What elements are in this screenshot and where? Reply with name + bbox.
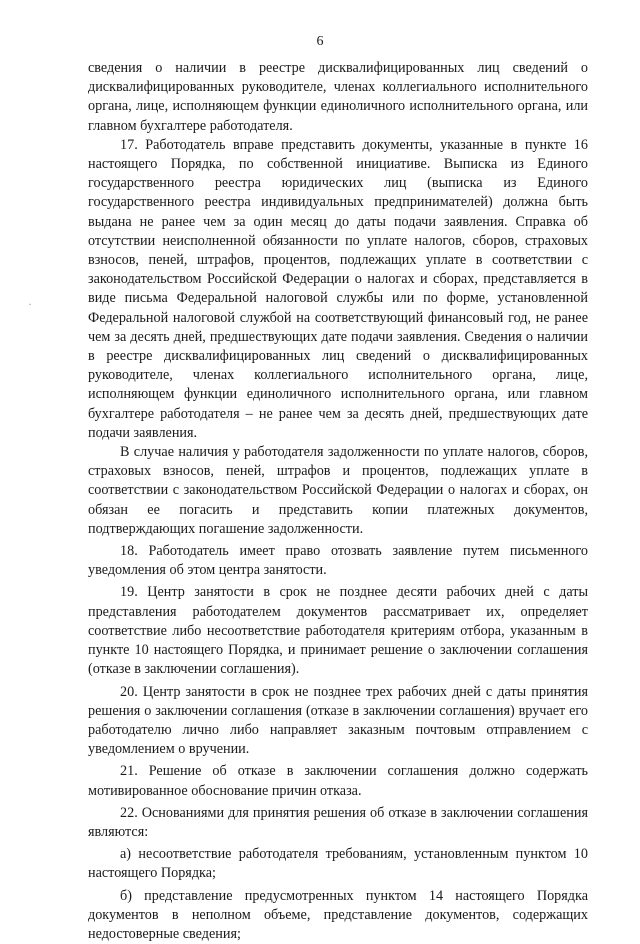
paragraph-20: 20. Центр занятости в срок не позднее трех рабочих дней с даты принятия решения о заключении соглашения (отказе в заключении соглашения) вручает его работодателю лично либо направляет заказным почтовым отправлением с уведомлением о вручении.: [88, 683, 588, 758]
list-item-b: б) представление предусмотренных пунктом 14 настоящего Порядка документов в неполном объеме, представление документов, содержащих недостоверные сведения;: [88, 887, 588, 942]
paragraph-18: 18. Работодатель имеет право отозвать заявление путем письменного уведомления об этом центра занятости.: [88, 543, 588, 579]
paragraph-continuation: сведения о наличии в реестре дисквалифицированных лиц сведений о дисквалифицированных руководителе, членах коллегиального исполнительного органа, лице, исполняющем функции единоличного исполнительного органа, или главном бухгалтере работодателя.: [88, 60, 588, 134]
paragraph-17: 17. Работодатель вправе представить документы, указанные в пункте 16 настоящего Порядка, по собственной инициативе. Выписка из Единого государственного реестра юридических лиц (выписка из Единого государственного реестра индивидуальных предпринимателей) должна быть выдана не ранее чем за один месяц до даты подачи заявления. Справка об отсутствии неисполненной обязанности по уплате налогов, сборов, страховых взносов, пеней, штрафов, процентов, подлежащих уплате в соответствии с законодательством Российской Федерации о налогах и сборах, представляется в виде письма Федеральной налоговой службы или по форме, установленной Федеральной налоговой службой на соответствующий финансовый год, не ранее чем за десять дней, предшествующих дате подачи заявления. Сведения о наличии в реестре дисквалифицированных лиц сведений о дисквалифицированных руководителе, членах коллегиального исполнительного органа, лице, исполняющем функции единоличного исполнительного органа, или главном бухгалтере работодателя – не ранее чем за десять дней, предшествующих дате подачи заявления.: [88, 136, 588, 441]
paragraph-19: 19. Центр занятости в срок не позднее десяти рабочих дней с даты представления работодателем документов рассматривает их, определяет соответствие либо несоответствие работодателя критериям отбора, указанным в пункте 10 настоящего Порядка, и принимает решение о заключении соглашения (отказе в заключении соглашения).: [88, 584, 588, 678]
page-number: 6: [316, 34, 324, 49]
paragraph-debt: В случае наличия у работодателя задолженности по уплате налогов, сборов, страховых взносов, пеней, штрафов и процентов, подлежащих уплате в соответствии с законодательством Российской Федерации о налогах и сборах, он обязан ее погасить и представить копии платежных документов, подтверждающих погашение задолженности.: [88, 444, 588, 537]
document-body: [88, 59, 588, 944]
paragraph-22: 22. Основаниями для принятия решения об отказе в заключении соглашения являются:: [88, 804, 588, 840]
margin-mark: ·: [28, 297, 32, 311]
list-item-a: а) несоответствие работодателя требованиям, установленным пунктом 10 настоящего Порядка;: [88, 846, 588, 882]
paragraph-21: 21. Решение об отказе в заключении соглашения должно содержать мотивированное обоснование причин отказа.: [88, 763, 588, 799]
